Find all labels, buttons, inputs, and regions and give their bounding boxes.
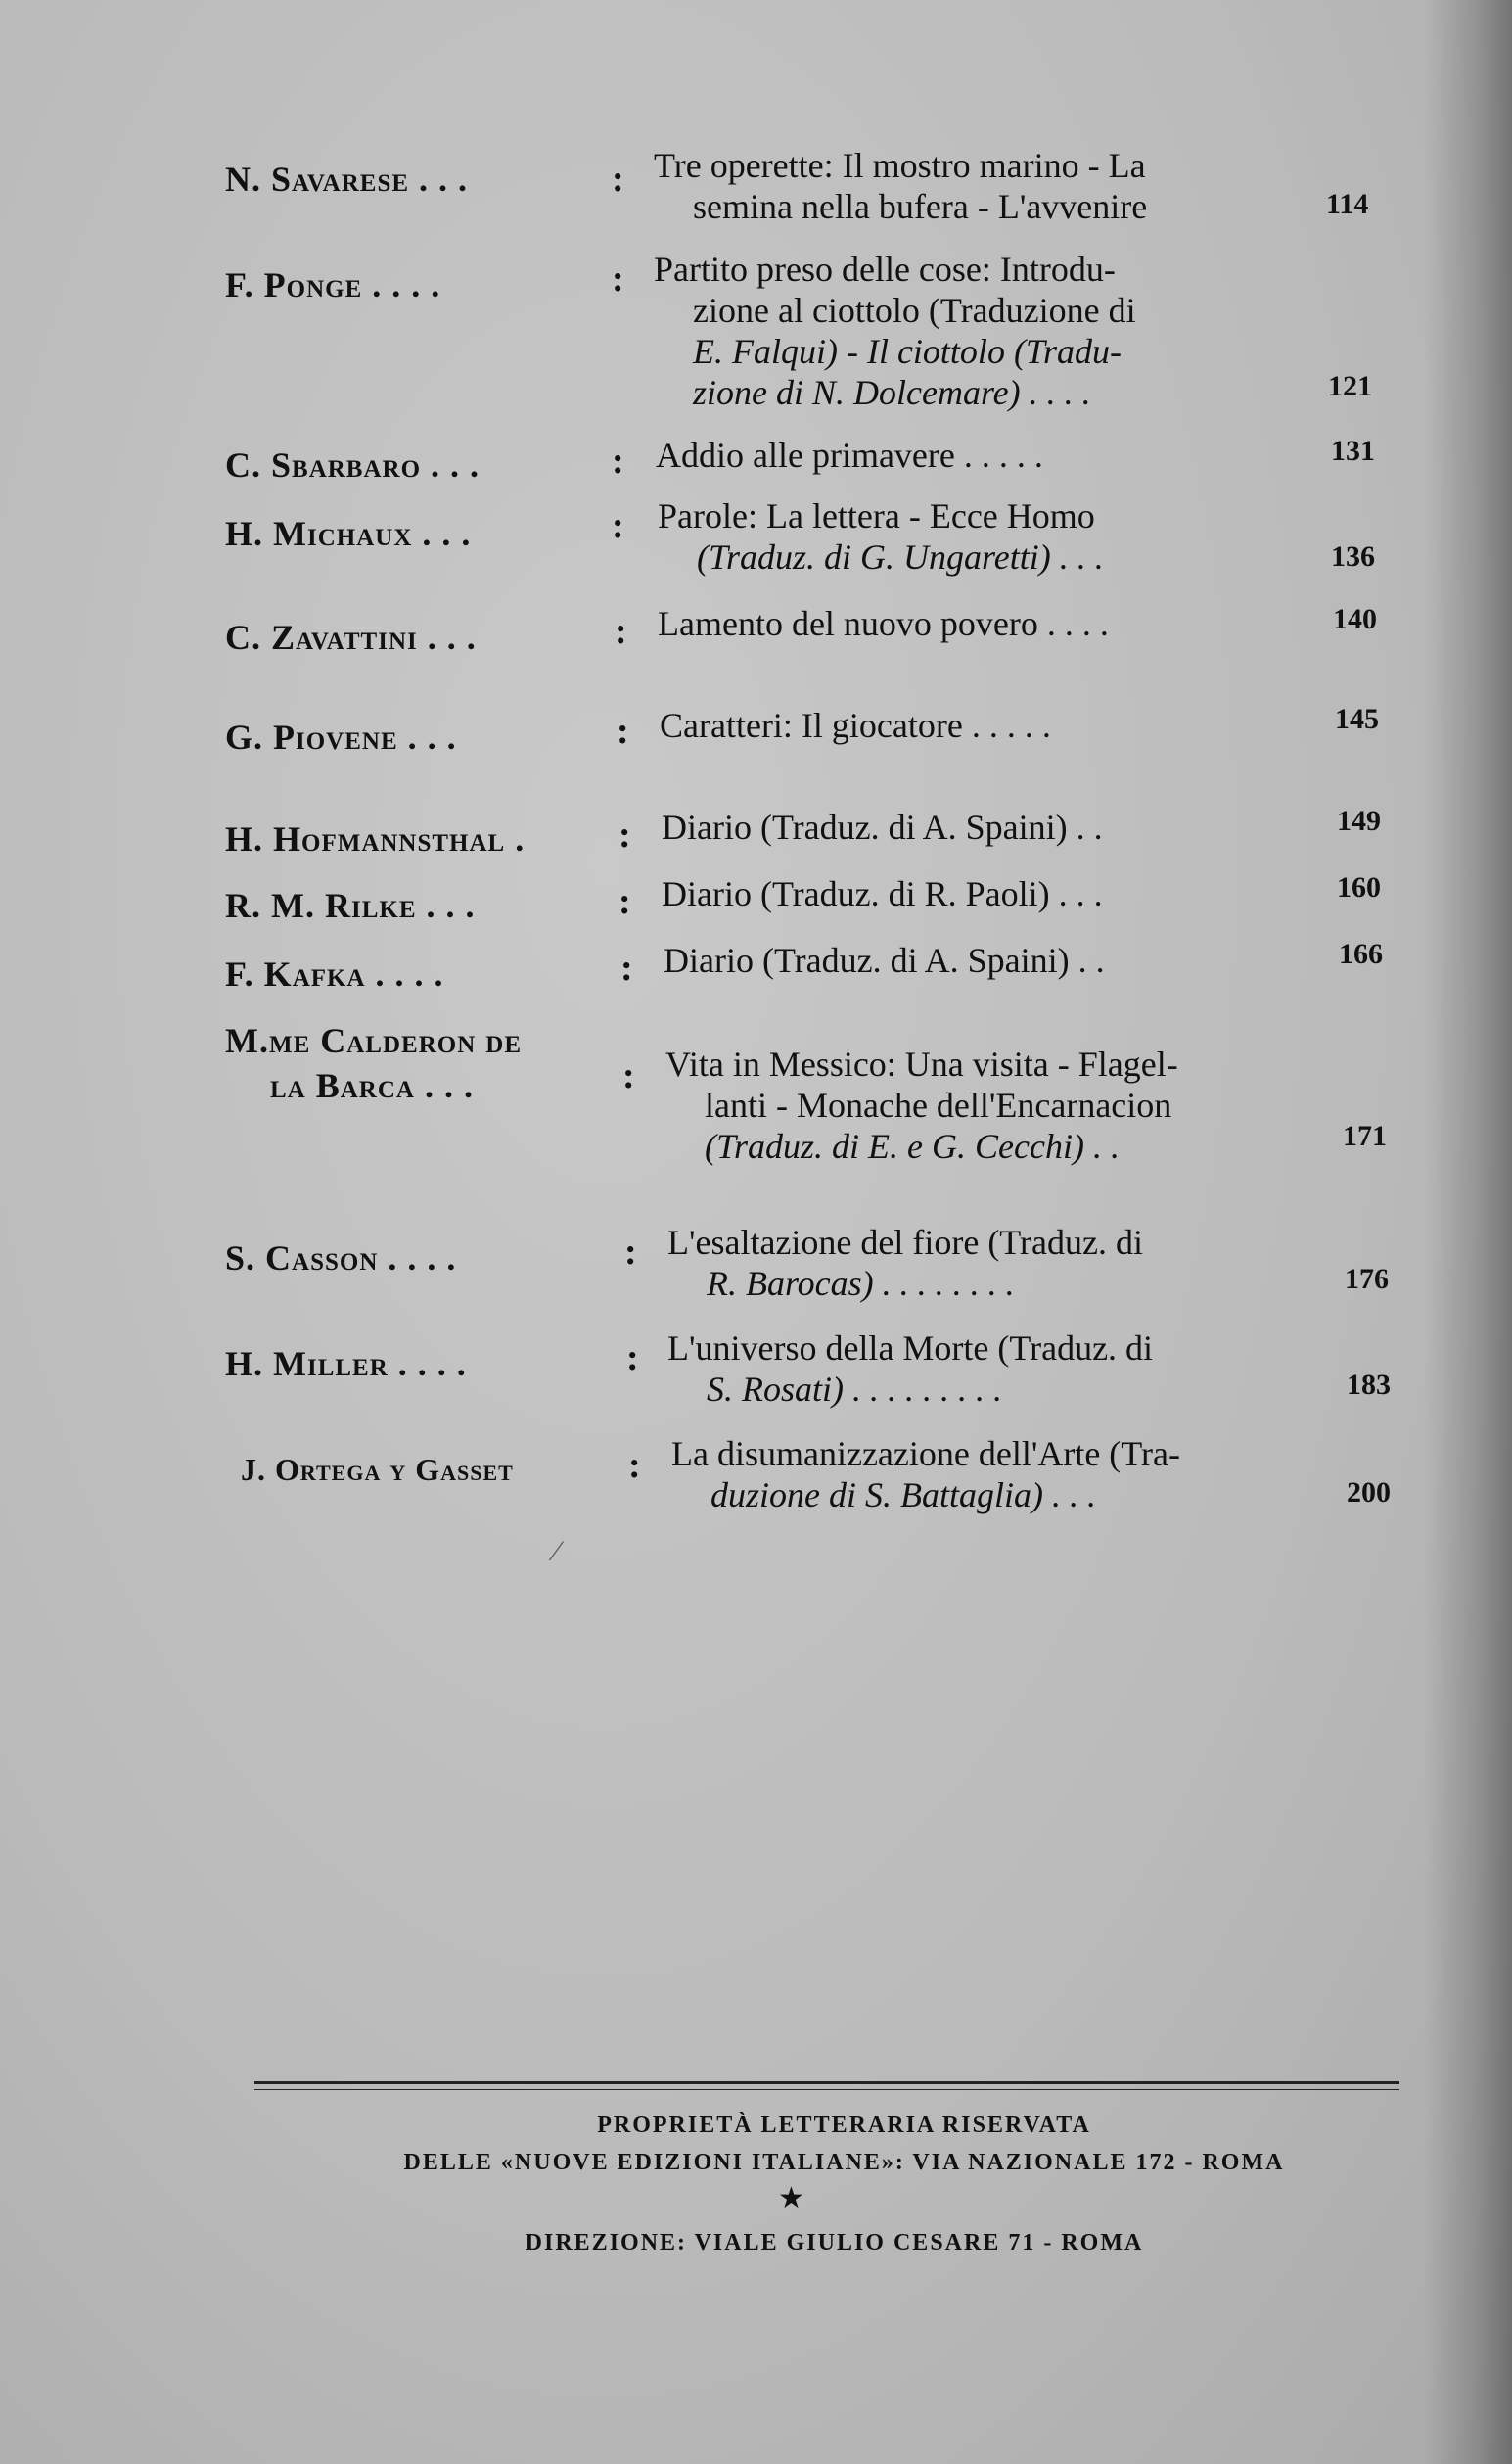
toc-author: H. Miller . . . . [225,1344,467,1383]
toc-author: F. Kafka . . . . [225,954,444,994]
toc-page-number: 145 [1335,703,1379,735]
toc-title-line: Addio alle primavere . . . . . [656,436,1043,475]
toc-author: R. M. Rilke . . . [225,886,476,925]
toc-title-line: R. Barocas) . . . . . . . . [707,1264,1015,1303]
toc-separator: : [617,711,629,752]
toc-separator: : [615,611,627,652]
toc-author: F. Ponge . . . . [225,265,441,304]
footer-publisher-line: DELLE «NUOVE EDIZIONI ITALIANE»: VIA NAZIONALE 172 - ROMA [403,2150,1285,2175]
footer-direction-line: DIREZIONE: VIALE GIULIO CESARE 71 - ROMA [525,2230,1144,2255]
stray-pencil-mark: ⁄ [554,1535,560,1567]
toc-title-line: semina nella bufera - L'avvenire [693,187,1148,226]
toc-page-number: 121 [1328,370,1372,402]
toc-author: G. Piovene . . . [225,718,457,757]
toc-title-line: (Traduz. di G. Ungaretti) . . . [697,537,1104,577]
toc-title-line: La disumanizzazione dell'Arte (Tra- [671,1434,1180,1473]
toc-title [656,435,1282,476]
toc-page-number: 140 [1333,603,1377,635]
toc-page-number: 176 [1345,1263,1389,1295]
toc-page-number: 160 [1337,871,1381,904]
toc-title-line: (Traduz. di E. e G. Cecchi) . . [705,1127,1120,1166]
toc-separator: : [622,1055,635,1096]
toc-title-line: L'universo della Morte (Traduz. di [667,1328,1154,1368]
toc-title-line: Caratteri: Il giocatore . . . . . [660,706,1051,745]
toc-separator: : [619,814,631,856]
toc-page-number: 200 [1347,1476,1391,1509]
toc-separator: : [624,1232,637,1273]
toc-author: J. Ortega y Gasset [241,1452,514,1487]
toc-page-number: 166 [1339,938,1383,970]
toc-author: H. Michaux . . . [225,514,472,553]
footer-rights-line: PROPRIETÀ LETTERARIA RISERVATA [597,2113,1091,2138]
toc-title-line: Lamento del nuovo povero . . . . [658,604,1109,643]
toc-title-line: Parole: La lettera - Ecce Homo [658,496,1095,535]
toc-author: S. Casson . . . . [225,1238,457,1278]
toc-page-number: 183 [1347,1369,1391,1401]
toc-separator: : [612,159,624,200]
toc-separator: : [620,948,633,989]
toc-title-line: Partito preso delle cose: Introdu- [654,250,1116,289]
toc-author: C. Zavattini . . . [225,618,477,657]
toc-title [658,603,1284,644]
toc-title-line: L'esaltazione del fiore (Traduz. di [667,1223,1143,1262]
toc-title [671,1433,1298,1515]
toc-title-line: Diario (Traduz. di R. Paoli) . . . [662,874,1103,913]
toc-title [667,1222,1294,1304]
toc-title-line: duzione di S. Battaglia) . . . [710,1475,1096,1514]
toc-title [664,940,1290,981]
toc-separator: : [619,881,631,922]
toc-title-line: Diario (Traduz. di A. Spaini) . . [664,941,1105,980]
toc-page-number: 131 [1331,435,1375,467]
toc-separator: : [612,505,624,546]
toc-page-number: 136 [1331,540,1375,573]
toc-title-line: zione al ciottolo (Traduzione di [693,291,1136,330]
toc-title [662,807,1288,848]
toc-title [667,1327,1294,1410]
toc-title [654,249,1280,413]
toc-page-number: 149 [1337,805,1381,837]
toc-title-line: zione di N. Dolcemare) . . . . [693,373,1091,412]
toc-author-line: la Barca . . . [270,1066,474,1105]
toc-title-line: Vita in Messico: Una visita - Flagel- [665,1045,1178,1084]
toc-title [658,495,1284,578]
toc-separator: : [628,1445,641,1486]
toc-title-line: lanti - Monache dell'Encarnacion [705,1086,1172,1125]
footer-rule-top [254,2081,1399,2084]
toc-page-number: 114 [1326,188,1369,220]
toc-author-line: M.me Calderon de [225,1021,522,1060]
toc-title [665,1044,1292,1167]
toc-author: H. Hofmannsthal . [225,819,526,859]
toc-page-number: 171 [1343,1120,1387,1152]
toc-separator: : [626,1337,639,1378]
toc-separator: : [612,441,624,482]
toc-separator: : [612,258,624,300]
toc-author: C. Sbarbaro . . . [225,445,481,485]
toc-title-line: Diario (Traduz. di A. Spaini) . . [662,808,1103,847]
toc-title [662,873,1288,914]
toc-author [225,1018,607,1108]
toc-title [654,145,1280,227]
toc-title [660,705,1286,746]
toc-title-line: Tre operette: Il mostro marino - La [654,146,1146,185]
toc-title-line: E. Falqui) - Il ciottolo (Tradu- [693,332,1122,371]
toc-title-line: S. Rosati) . . . . . . . . . [707,1370,1002,1409]
toc-author: N. Savarese . . . [225,160,469,199]
footer-rule-bottom [254,2089,1399,2090]
footer-star-ornament: ★ [778,2182,804,2214]
